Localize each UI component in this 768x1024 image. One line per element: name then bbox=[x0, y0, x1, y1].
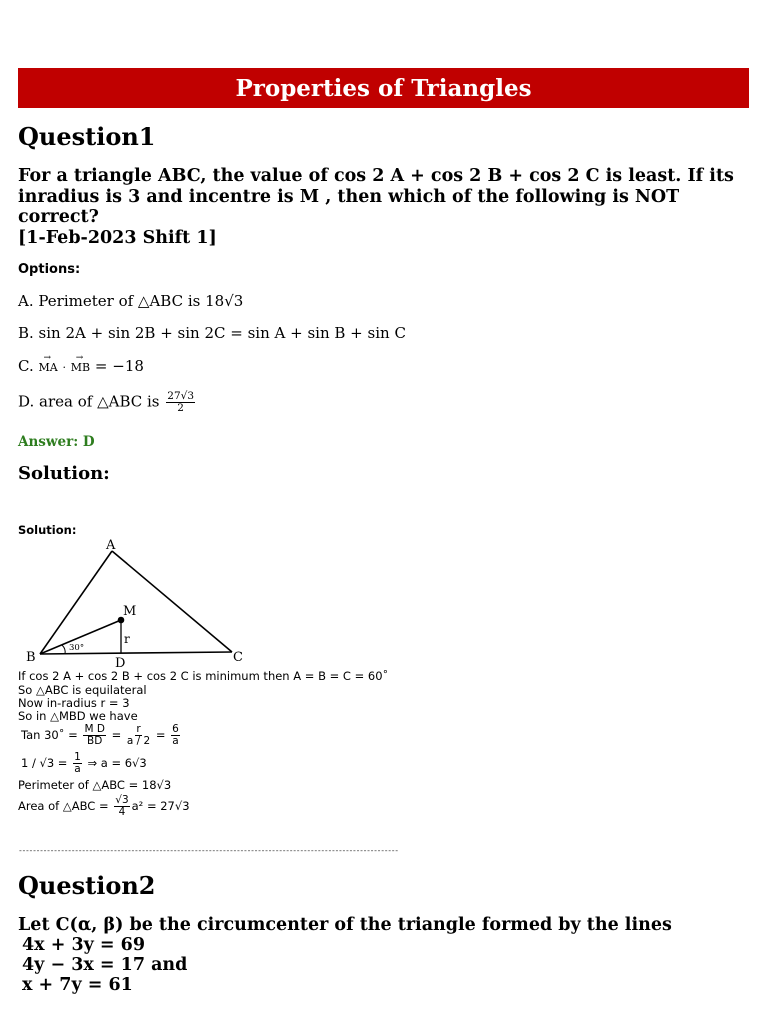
fraction-sqrt3-4: $\frac{√3}{4}$ bbox=[115, 794, 129, 818]
question1-source: [1-Feb-2023 Shift 1] bbox=[18, 227, 217, 248]
solution-line-5: Tan 30˚ = $\frac{\text{M D}}{BD}$ = $\frac{r}{a / 2}$ = $\frac{6}{a}$ bbox=[21, 723, 179, 747]
option-a: A. Perimeter of △ABC is 18√3 bbox=[18, 292, 244, 310]
answer-label: Answer: D bbox=[18, 434, 95, 450]
angle-arc bbox=[62, 645, 65, 654]
options-label: Options: bbox=[18, 262, 81, 277]
fraction-md-bd: $\frac{\text{M D}}{BD}$ bbox=[84, 723, 105, 747]
option-d-numerator: 27√3 bbox=[167, 390, 195, 402]
label-d: D bbox=[115, 656, 126, 670]
vector-mb: → MB bbox=[70, 353, 91, 374]
area-prefix: Area of △ABC = bbox=[18, 799, 109, 813]
solution-heading: Solution: bbox=[18, 463, 110, 484]
option-c-suffix: = −18 bbox=[94, 357, 144, 375]
tan-prefix: Tan 30˚ = bbox=[21, 728, 78, 742]
label-c: C bbox=[233, 650, 243, 665]
solution-line-2: So △ABC is equilateral bbox=[18, 683, 147, 697]
side-result: ⇒ a = 6√3 bbox=[87, 756, 147, 770]
question1-text-line1: For a triangle ABC, the value of cos 2 A + cos 2 B + cos 2 C is least. If its bbox=[18, 166, 734, 186]
solution-line-8 bbox=[18, 795, 190, 818]
option-d bbox=[18, 391, 197, 414]
side-ac bbox=[112, 551, 232, 652]
label-m: M bbox=[123, 604, 137, 619]
label-b: B bbox=[26, 650, 36, 665]
question2-equation-1: 4x + 3y = 69 bbox=[22, 935, 146, 955]
reciprocal-prefix: 1 / √3 = bbox=[21, 756, 68, 770]
question1-heading: Question1 bbox=[18, 122, 156, 151]
vector-ma: → MA bbox=[38, 353, 58, 374]
area-result: a² = 27√3 bbox=[131, 799, 190, 813]
option-d-denominator: 2 bbox=[177, 402, 184, 414]
solution-line-7: Perimeter of △ABC = 18√3 bbox=[18, 778, 172, 792]
angle-label: 30° bbox=[69, 643, 85, 653]
solution-line-4: So in △MBD we have bbox=[18, 709, 138, 723]
question2-heading: Question2 bbox=[18, 871, 156, 900]
question1-text-line3: correct? bbox=[18, 207, 99, 227]
question1-text-line2: inradius is 3 and incentre is M , then which of the following is NOT bbox=[18, 186, 680, 207]
option-c: C. → MA · → MB = −18 bbox=[18, 353, 144, 375]
page-title-banner bbox=[18, 68, 749, 108]
solution-line-6 bbox=[21, 752, 147, 775]
question2-equation-3: x + 7y = 61 bbox=[22, 975, 133, 995]
option-d-fraction bbox=[166, 391, 195, 414]
question1-text bbox=[18, 166, 748, 248]
question2-equation-2: 4y − 3x = 17 and bbox=[22, 955, 188, 975]
solution-label: Solution: bbox=[18, 523, 77, 537]
label-r: r bbox=[124, 632, 130, 646]
question2-text: Let C(α, β) be the circumcenter of the triangle formed by the lines bbox=[18, 915, 672, 935]
label-a: A bbox=[106, 538, 116, 553]
page-title: Properties of Triangles bbox=[235, 74, 532, 102]
fraction-6-a: $\frac{6}{a}$ bbox=[172, 723, 179, 747]
option-b: B. sin 2A + sin 2B + sin 2C = sin A + sin B + sin C bbox=[18, 324, 406, 342]
option-d-prefix: D. area of △ABC is bbox=[18, 392, 160, 411]
fraction-r-a2: $\frac{r}{a / 2}$ bbox=[126, 723, 151, 747]
solution-line-3: Now in-radius r = 3 bbox=[18, 696, 130, 710]
section-divider: ------------------------------------------------------------------------------------------------------------ bbox=[18, 846, 398, 855]
fraction-1-a: $\frac{1}{a}$ bbox=[74, 751, 81, 775]
solution-line-1: If cos 2 A + cos 2 B + cos 2 C is minimum then A = B = C = 60˚ bbox=[18, 669, 389, 683]
triangle-diagram bbox=[18, 536, 258, 670]
option-c-prefix: C. bbox=[18, 357, 34, 375]
